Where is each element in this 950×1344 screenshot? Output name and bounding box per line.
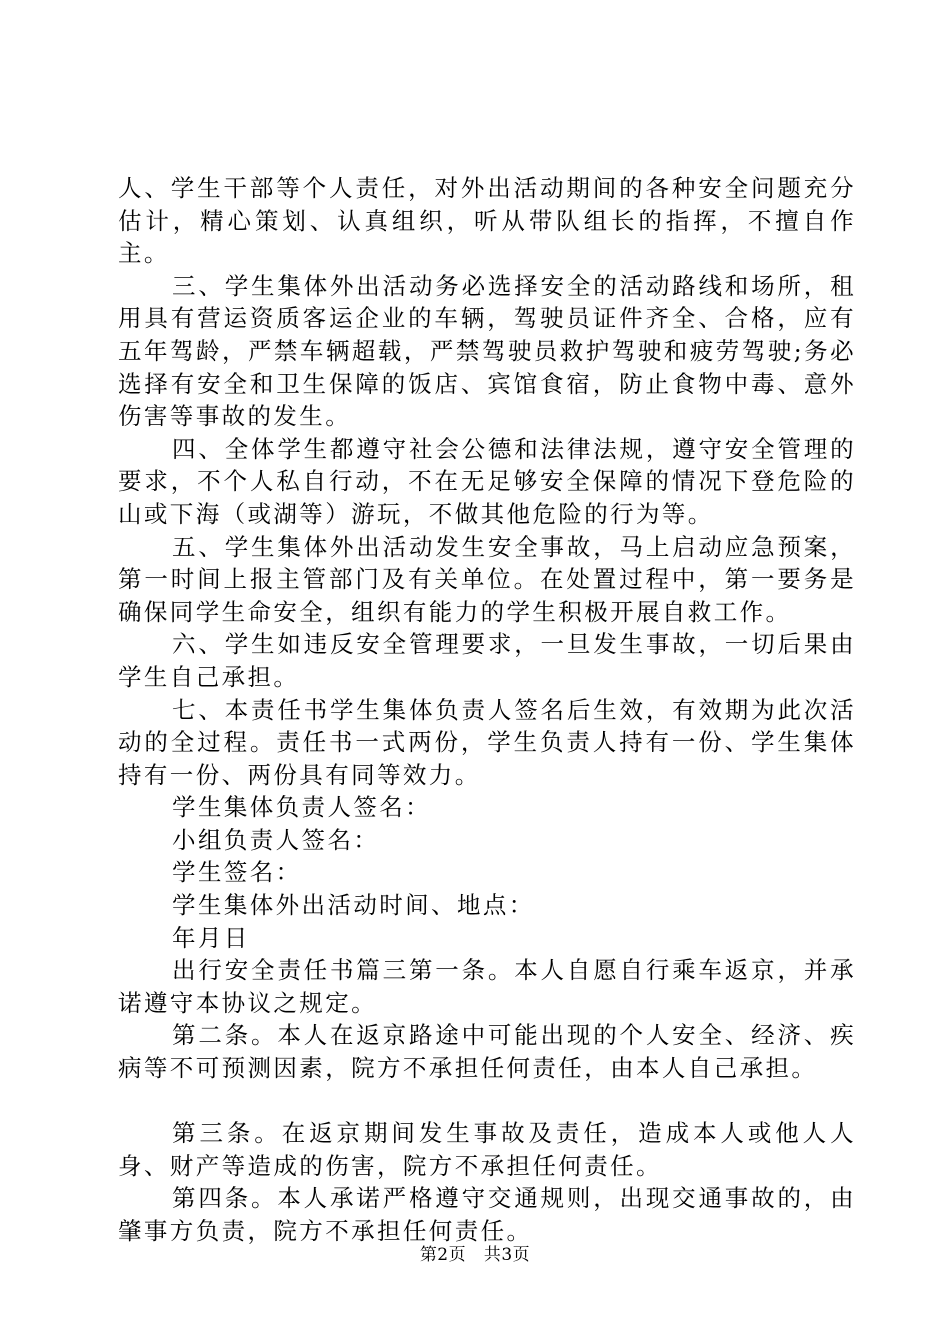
paragraph-article-4: 第四条。本人承诺严格遵守交通规则，出现交通事故的，由肇事方负责，院方不承担任何责任。 [118, 1184, 856, 1245]
page-number-label: 第2页 [419, 1245, 467, 1265]
paragraph-clause-6: 六、学生如违反安全管理要求，一旦发生事故，一切后果由学生自己承担。 [118, 630, 856, 691]
paragraph-continuation: 人、学生干部等个人责任，对外出活动期间的各种安全问题充分估计，精心策划、认真组织，听从带队组长的指挥，不擅自作主。 [118, 174, 856, 268]
date-line: 年月日 [172, 923, 250, 952]
page-total-label: 共3页 [483, 1245, 531, 1265]
paragraph-article-1: 出行安全责任书篇三第一条。本人自愿自行乘车返京，并承诺遵守本协议之规定。 [118, 956, 856, 1017]
paragraph-clause-4: 四、全体学生都遵守社会公德和法律法规，遵守安全管理的要求，不个人私自行动，不在无足够安全保障的情况下登危险的山或下海（或湖等）游玩，不做其他危险的行为等。 [118, 434, 856, 528]
activity-time-place-line: 学生集体外出活动时间、地点： [172, 891, 535, 920]
signature-line-team-leader: 小组负责人签名： [172, 825, 380, 854]
page-footer [0, 1244, 950, 1266]
paragraph-clause-7: 七、本责任书学生集体负责人签名后生效，有效期为此次活动的全过程。责任书一式两份，学生负责人持有一份、学生集体持有一份、两份具有同等效力。 [118, 695, 856, 789]
signature-line-group-leader: 学生集体负责人签名： [172, 793, 432, 822]
paragraph-article-3: 第三条。在返京期间发生事故及责任，造成本人或他人人身、财产等造成的伤害，院方不承担任何责任。 [118, 1119, 856, 1180]
paragraph-clause-3: 三、学生集体外出活动务必选择安全的活动路线和场所，租用具有营运资质客运企业的车辆，驾驶员证件齐全、合格，应有五年驾龄，严禁车辆超载，严禁驾驶员救护驾驶和疲劳驾驶;务必选择有安全和卫生保障的饭店、宾馆食宿，防止食物中毒、意外伤害等事故的发生。 [118, 271, 856, 431]
paragraph-article-2: 第二条。本人在返京路途中可能出现的个人安全、经济、疾病等不可预测因素，院方不承担任何责任，由本人自己承担。 [118, 1021, 856, 1083]
paragraph-clause-5: 五、学生集体外出活动发生安全事故，马上启动应急预案，第一时间上报主管部门及有关单位。在处置过程中，第一要务是确保同学生命安全，组织有能力的学生积极开展自救工作。 [118, 532, 856, 626]
signature-line-student: 学生签名： [172, 858, 302, 887]
document-body [118, 172, 856, 1248]
blank-line [118, 1085, 856, 1118]
